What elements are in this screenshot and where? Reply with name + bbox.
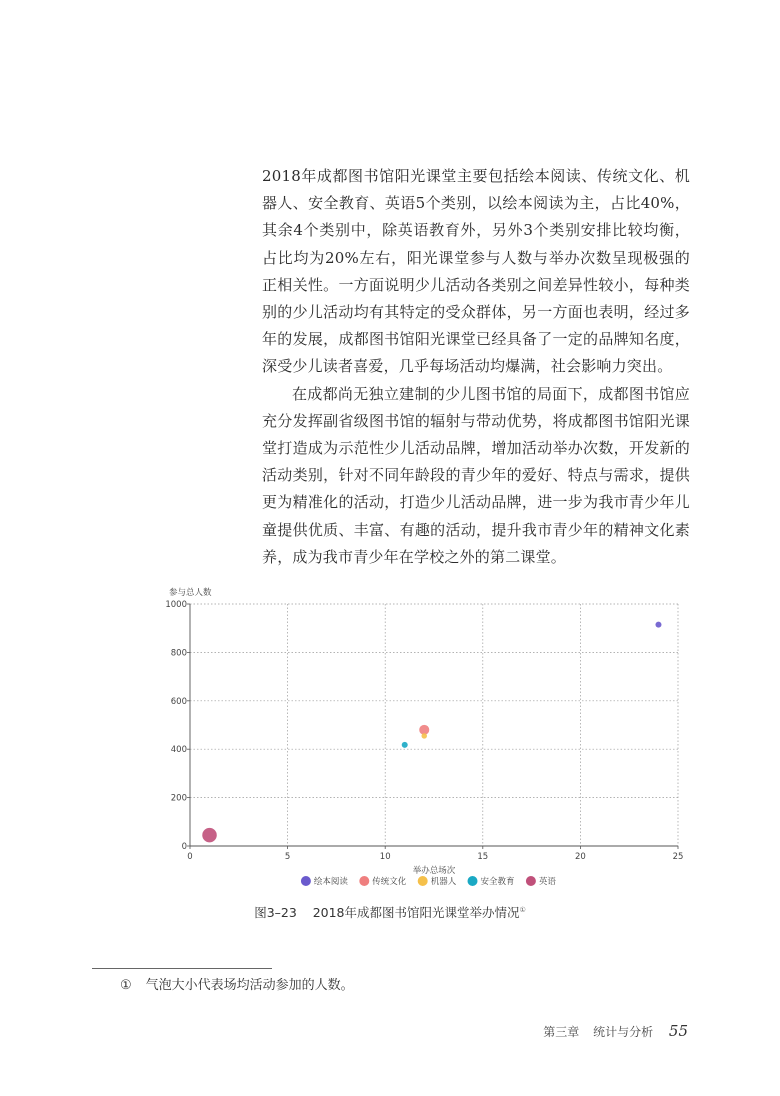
bubble-chart [160,580,700,900]
x-tick-label: 15 [477,852,489,862]
footnote-mark: ① [120,978,132,993]
page-footer [543,1022,688,1040]
figure-label: 图3–23 [254,905,297,920]
x-tick-label: 20 [574,852,586,862]
page-number: 55 [668,1022,688,1040]
figure-title: 2018年成都图书馆阳光课堂举办情况 [312,905,520,920]
y-tick-label: 1000 [165,600,187,610]
body-text [262,163,690,571]
legend-label: 传统文化 [372,877,407,887]
legend-marker [359,876,369,886]
x-tick-label: 0 [187,852,193,862]
bubble-point [202,828,217,843]
section-label: 统计与分析 [593,1025,654,1039]
bubble-point [402,742,408,748]
x-tick-label: 5 [284,852,291,862]
chapter-label: 第三章 [543,1025,580,1039]
legend-marker [468,876,478,886]
legend-label: 绘本阅读 [313,877,348,887]
bubble-point [421,733,427,739]
paragraph-1: 2018年成都图书馆阳光课堂主要包括绘本阅读、传统文化、机器人、安全教育、英语5个类别，以绘本阅读为主，占比40%，其余4个类别中，除英语教育外，另外3个类别安排比较均衡，占比均为20%左右，阳光课堂参与人数与举办次数呈现极强的正相关性。一方面说明少儿活动各类别之间差异性较小，每种类别的少儿活动均有其特定的受众群体，另一方面也表明，经过多年的发展，成都图书馆阳光课堂已经具备了一定的品牌知名度，深受少儿读者喜爱，几乎每场活动均爆满，社会影响力突出。 [262,167,690,376]
y-tick-label: 200 [170,793,187,804]
legend-label: 英语 [538,877,556,887]
figure-caption [0,903,780,921]
footnote-divider [92,968,272,969]
paragraph-2: 在成都尚无独立建制的少儿图书馆的局面下，成都图书馆应充分发挥副省级图书馆的辐射与带动优势，将成都图书馆阳光课堂打造成为示范性少儿活动品牌，增加活动举办次数，开发新的活动类别，针对不同年龄段的青少年的爱好、特点与需求，提供更为精准化的活动，打造少儿活动品牌，进一步为我市青少年儿童提供优质、丰富、有趣的活动，提升我市青少年的精神文化素养，成为我市青少年在学校之外的第二课堂。 [262,384,690,566]
footnote-reference[interactable]: ① [519,905,526,914]
y-tick-label: 400 [170,745,187,756]
x-tick-label: 10 [379,852,391,862]
legend-label: 安全教育 [480,877,515,887]
y-tick-label: 0 [181,842,187,852]
bubble-point [655,622,661,628]
footnote-text: 气泡大小代表场均活动参加的人数。 [145,978,354,993]
y-tick-label: 800 [170,648,187,659]
x-tick-label: 25 [672,852,684,862]
footnote [120,974,354,993]
legend-label: 机器人 [430,877,457,887]
legend-marker [526,876,536,886]
y-axis-label: 参与总人数 [169,588,212,598]
x-axis-label: 举办总场次 [412,866,456,876]
y-tick-label: 600 [170,696,187,707]
chart-svg [160,580,700,900]
legend-marker [301,876,311,886]
legend-marker [418,876,428,886]
